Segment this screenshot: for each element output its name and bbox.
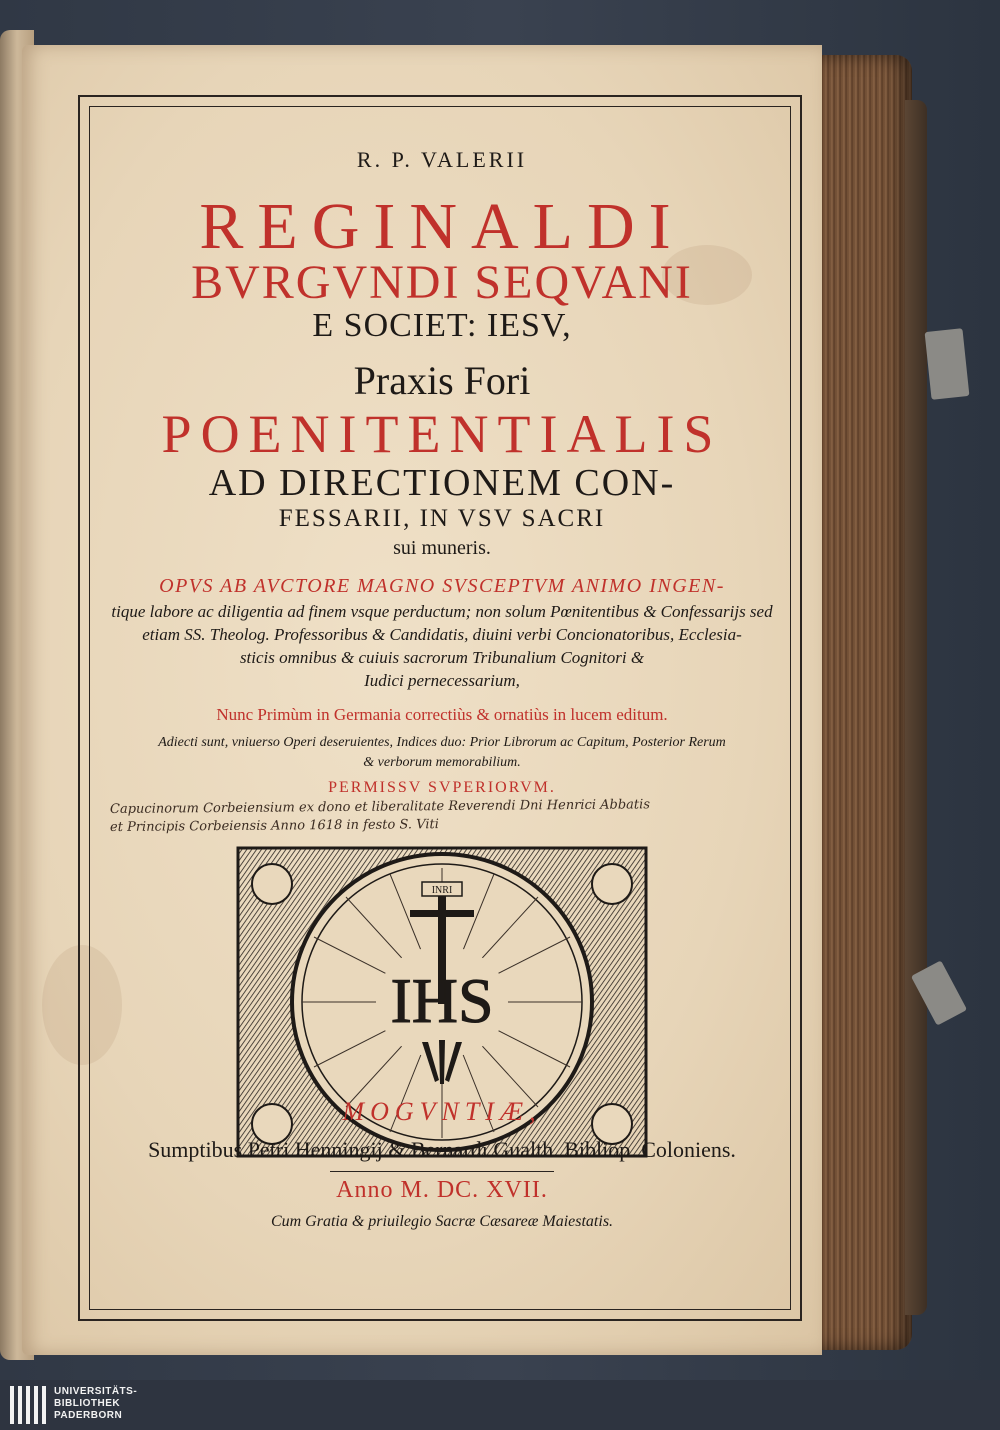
author-line: R. P. VALERII <box>356 147 528 172</box>
opus-line: OPVS AB AVCTORE MAGNO SVSCEPTVM ANIMO INGEN- <box>159 575 725 597</box>
manuscript-note-line2: et Principis Corbeiensis Anno 1618 in festo S. Viti <box>109 817 439 836</box>
printer-line: Sumptibus Petri Henningij & Bernardi Gualth. Bibliop. Coloniens. <box>148 1137 736 1162</box>
description-line1: tique labore ac diligentia ad finem vsque perductum; non solum Pœnitentibus & Confessarijs sed <box>111 602 773 621</box>
library-footer <box>0 1380 1000 1430</box>
book-cover-edge <box>905 100 927 1315</box>
poenitentialis-line: POENITENTIALIS <box>161 404 723 464</box>
description-line4: Iudici pernecessarium, <box>364 671 520 690</box>
author-name-line2: BVRGVNDI SEQVANI <box>191 256 693 309</box>
logo-line2: BIBLIOTHEK <box>54 1398 121 1409</box>
logo-line3: PADERBORN <box>54 1410 123 1421</box>
inri-text: INRI <box>431 885 453 896</box>
clasp-top <box>925 328 970 400</box>
imprint-rule <box>330 1171 554 1172</box>
indices-line1: Adiecti sunt, vniuerso Operi deseruientes, Indices duo: Prior Librorum ac Capitum, Posterior Rerum <box>158 735 726 750</box>
society-line: E SOCIET: IESV, <box>312 307 572 344</box>
muneris-line: sui muneris. <box>393 537 491 559</box>
book-page-block <box>812 55 912 1350</box>
ihs-monogram: IHS <box>390 965 494 1036</box>
logo-line1: UNIVERSITÄTS- <box>54 1386 138 1397</box>
author-name-line1: REGINALDI <box>199 190 685 263</box>
place-line: MOGVNTIÆ, <box>342 1097 542 1126</box>
title-border <box>78 95 802 1321</box>
description-line3: sticis omnibus & cuiuis sacrorum Tribunalium Cognitori & <box>239 648 645 667</box>
description-line2: etiam SS. Theolog. Professoribus & Candidatis, diuini verbi Concionatoribus, Ecclesia- <box>142 625 742 644</box>
privilege-line: Cum Gratia & priuilegio Sacræ Cæsareæ Maiestatis. <box>270 1213 614 1230</box>
edition-line: Nunc Primùm in Germania correctiùs & ornatiùs in lucem editum. <box>216 705 668 724</box>
praxis-line: Praxis Fori <box>353 358 531 403</box>
directionem-line: AD DIRECTIONEM CON- <box>208 462 676 504</box>
indices-line2: & verborum memorabilium. <box>363 755 521 770</box>
year-line: Anno M. DC. XVII. <box>336 1177 548 1203</box>
library-logo-icon <box>10 1386 46 1424</box>
angel-top-left-icon <box>252 864 292 904</box>
cross-bar-icon <box>410 910 474 917</box>
manuscript-note-line1: Capucinorum Corbeiensium ex dono et liberalitate Reverendi Dni Henrici Abbatis <box>109 797 651 818</box>
permissu-line: PERMISSV SVPERIORVM. <box>328 779 556 796</box>
fessarii-line: FESSARII, IN VSV SACRI <box>278 505 606 532</box>
angel-top-right-icon <box>592 864 632 904</box>
